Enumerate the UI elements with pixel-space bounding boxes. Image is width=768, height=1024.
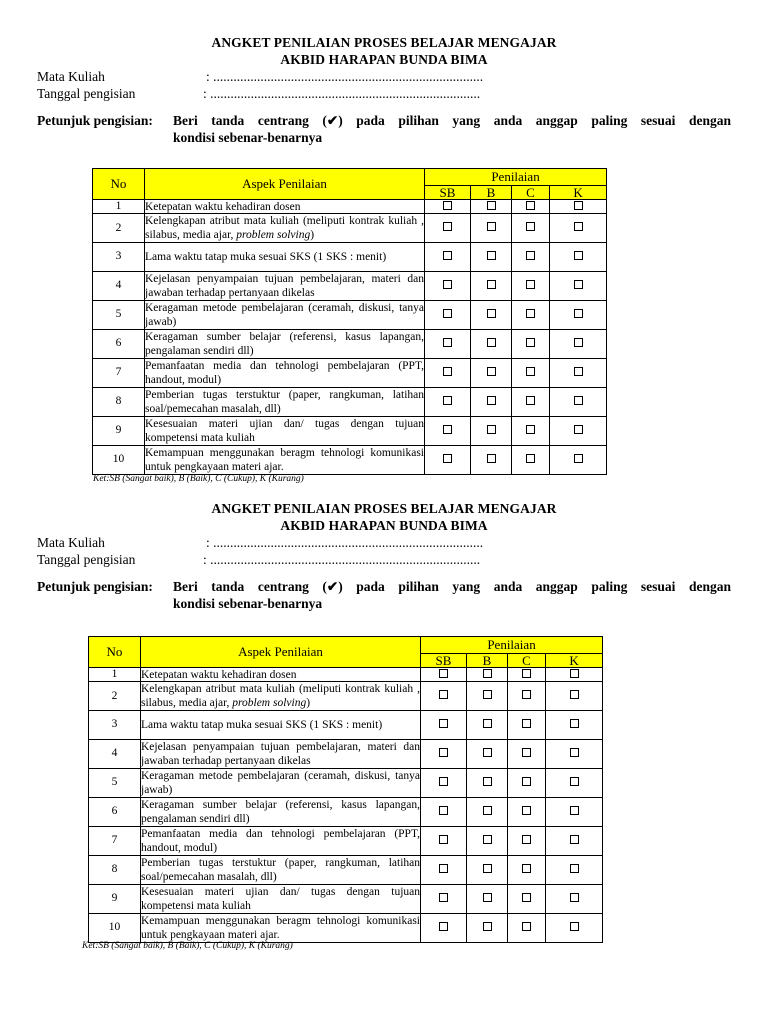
checkbox-b[interactable] — [487, 367, 496, 376]
row-number: 8 — [93, 387, 145, 416]
row-number: 7 — [93, 358, 145, 387]
table-row — [93, 214, 607, 243]
row-number: 8 — [89, 855, 141, 884]
form-title-line2: AKBID HARAPAN BUNDA BIMA — [280, 518, 488, 533]
rating-cell-k — [546, 668, 603, 682]
rating-cell-c — [508, 826, 546, 855]
rating-cell-c — [512, 243, 550, 272]
rating-cell-b — [471, 243, 512, 272]
rating-cell-sb — [421, 797, 467, 826]
table-row — [93, 358, 607, 387]
rating-cell-b — [467, 884, 508, 913]
header-k: K — [546, 654, 603, 668]
aspek-text: Kelengkapan atribut mata kuliah (meliputi kontrak kuliah , silabus, media ajar, — [145, 215, 424, 241]
checkbox-c[interactable] — [526, 425, 535, 434]
legend-note: Ket:SB (Sangat baik), B (Baik), C (Cukup), K (Kurang) — [93, 474, 304, 484]
rating-cell-k — [550, 329, 607, 358]
row-aspek — [141, 739, 421, 768]
checkbox-k[interactable] — [570, 835, 579, 844]
rating-cell-k — [546, 797, 603, 826]
checkbox-b[interactable] — [483, 893, 492, 902]
checkbox-sb[interactable] — [439, 922, 448, 931]
rating-cell-sb — [425, 200, 471, 214]
mata-kuliah-blank[interactable]: : ................................................................................ — [206, 69, 484, 84]
checkbox-k[interactable] — [570, 864, 579, 873]
rating-cell-k — [546, 913, 603, 942]
checkbox-c[interactable] — [522, 777, 531, 786]
mata-kuliah-field — [0, 534, 768, 551]
rating-cell-sb — [421, 711, 467, 740]
table-row — [89, 739, 603, 768]
header-aspek: Aspek Penilaian — [141, 637, 421, 668]
aspek-text: Kemampuan menggunakan beragm tehnologi komunikasi untuk pengkayaan materi ajar. — [145, 446, 424, 473]
table-row — [93, 445, 607, 474]
rating-cell-b — [471, 329, 512, 358]
mata-kuliah-label: Mata Kuliah — [37, 535, 105, 550]
rating-cell-c — [512, 300, 550, 329]
header-b: B — [471, 186, 512, 200]
aspek-text: Pemberian tugas terstuktur (paper, rangkuman, latihan soal/pemecahan masalah, dll) — [145, 388, 424, 415]
aspek-text: Keragaman sumber belajar (referensi, kasus lapangan, pengalaman sendiri dll) — [145, 330, 424, 357]
rating-cell-c — [512, 387, 550, 416]
checkbox-b[interactable] — [483, 864, 492, 873]
aspek-text-italic: problem solving — [232, 697, 307, 709]
rating-cell-c — [508, 711, 546, 740]
rating-cell-k — [550, 271, 607, 300]
aspek-text: Lama waktu tatap muka sesuai SKS (1 SKS : menit) — [145, 250, 387, 263]
checkbox-b[interactable] — [487, 309, 496, 318]
form-title-line1: ANGKET PENILAIAN PROSES BELAJAR MENGAJAR — [211, 501, 557, 516]
checkbox-k[interactable] — [570, 719, 579, 728]
table-row — [89, 682, 603, 711]
rating-cell-c — [508, 855, 546, 884]
checkbox-sb[interactable] — [443, 280, 452, 289]
checkbox-sb[interactable] — [443, 222, 452, 231]
rating-cell-b — [471, 445, 512, 474]
tanggal-field — [0, 551, 768, 568]
header-penilaian: Penilaian — [421, 637, 603, 654]
checkbox-sb[interactable] — [443, 251, 452, 260]
rating-cell-b — [467, 739, 508, 768]
tanggal-field — [0, 85, 768, 102]
checkbox-c[interactable] — [522, 893, 531, 902]
header-aspek: Aspek Penilaian — [145, 169, 425, 200]
row-number: 10 — [93, 445, 145, 474]
instruction-line1: Beri tanda centrang (✔) pada pilihan yang anda anggap paling sesuai dengan — [173, 113, 731, 128]
header-no: No — [93, 169, 145, 200]
table-header-row — [89, 637, 603, 654]
instruction-label: Petunjuk pengisian: — [37, 579, 153, 594]
rating-cell-b — [471, 358, 512, 387]
rating-cell-b — [467, 668, 508, 682]
header-no: No — [89, 637, 141, 668]
row-aspek — [145, 214, 425, 243]
rating-cell-c — [508, 668, 546, 682]
row-aspek — [145, 329, 425, 358]
checkbox-sb[interactable] — [439, 719, 448, 728]
rating-cell-k — [550, 243, 607, 272]
rating-cell-k — [546, 682, 603, 711]
checkbox-k[interactable] — [570, 922, 579, 931]
row-aspek — [141, 668, 421, 682]
checkbox-sb[interactable] — [439, 669, 448, 678]
checkbox-b[interactable] — [483, 806, 492, 815]
checkbox-c[interactable] — [526, 454, 535, 463]
checkbox-c[interactable] — [522, 922, 531, 931]
rating-cell-k — [550, 387, 607, 416]
checkbox-k[interactable] — [570, 893, 579, 902]
checkbox-c[interactable] — [526, 280, 535, 289]
table-row — [89, 884, 603, 913]
checkbox-k[interactable] — [570, 748, 579, 757]
rating-cell-sb — [425, 243, 471, 272]
form-title-line1: ANGKET PENILAIAN PROSES BELAJAR MENGAJAR — [211, 35, 557, 50]
row-number: 7 — [89, 826, 141, 855]
rating-cell-sb — [421, 884, 467, 913]
form-title-line2: AKBID HARAPAN BUNDA BIMA — [280, 52, 488, 67]
table-row — [93, 271, 607, 300]
row-aspek — [145, 358, 425, 387]
rating-cell-k — [550, 358, 607, 387]
row-number: 2 — [89, 682, 141, 711]
checkbox-b[interactable] — [483, 922, 492, 931]
rating-cell-k — [546, 826, 603, 855]
rating-cell-b — [471, 271, 512, 300]
checkbox-k[interactable] — [574, 338, 583, 347]
header-sb: SB — [425, 186, 471, 200]
table-row — [89, 797, 603, 826]
tanggal-blank[interactable]: : ................................................................................ — [203, 86, 481, 101]
row-aspek — [141, 884, 421, 913]
aspek-text: Pemanfaatan media dan tehnologi pembelajaran (PPT, handout, modul) — [141, 827, 420, 854]
rating-cell-k — [546, 768, 603, 797]
rating-cell-k — [550, 300, 607, 329]
row-number: 5 — [93, 300, 145, 329]
table-row — [93, 329, 607, 358]
checkbox-c[interactable] — [526, 201, 535, 210]
rating-cell-b — [467, 682, 508, 711]
checkbox-sb[interactable] — [439, 690, 448, 699]
checkbox-b[interactable] — [487, 222, 496, 231]
rating-cell-k — [550, 416, 607, 445]
rating-cell-c — [512, 445, 550, 474]
instruction-line1: Beri tanda centrang (✔) pada pilihan yang anda anggap paling sesuai dengan — [173, 579, 731, 594]
rating-cell-b — [471, 416, 512, 445]
table-row — [89, 768, 603, 797]
checkbox-c[interactable] — [526, 251, 535, 260]
rating-cell-sb — [425, 271, 471, 300]
header-sb: SB — [421, 654, 467, 668]
aspek-text: Ketepatan waktu kehadiran dosen — [141, 668, 297, 681]
header-c: C — [512, 186, 550, 200]
checkbox-k[interactable] — [574, 454, 583, 463]
checkbox-sb[interactable] — [443, 425, 452, 434]
rating-cell-sb — [425, 300, 471, 329]
tanggal-label: Tanggal pengisian — [37, 552, 136, 567]
rating-cell-sb — [421, 668, 467, 682]
checkbox-b[interactable] — [487, 425, 496, 434]
aspek-text: Kemampuan menggunakan beragm tehnologi komunikasi untuk pengkayaan materi ajar. — [141, 914, 420, 941]
checkbox-sb[interactable] — [439, 835, 448, 844]
rating-cell-c — [512, 214, 550, 243]
tanggal-label: Tanggal pengisian — [37, 86, 136, 101]
table-row — [89, 826, 603, 855]
row-aspek — [145, 200, 425, 214]
rating-cell-b — [467, 768, 508, 797]
row-aspek — [141, 797, 421, 826]
aspek-text: Kejelasan penyampaian tujuan pembelajaran, materi dan jawaban terhadap pertanyaan dikelas — [141, 740, 420, 767]
checkbox-sb[interactable] — [439, 748, 448, 757]
row-aspek — [141, 768, 421, 797]
checkbox-sb[interactable] — [439, 777, 448, 786]
table-row — [93, 416, 607, 445]
rating-cell-k — [546, 855, 603, 884]
checkbox-c[interactable] — [526, 367, 535, 376]
checkbox-k[interactable] — [570, 806, 579, 815]
rating-cell-b — [471, 200, 512, 214]
row-aspek — [145, 300, 425, 329]
assessment-table — [88, 636, 603, 943]
instruction-label: Petunjuk pengisian: — [37, 113, 153, 128]
rating-cell-b — [467, 826, 508, 855]
table-row — [93, 200, 607, 214]
checkbox-sb[interactable] — [439, 806, 448, 815]
rating-cell-c — [512, 416, 550, 445]
row-aspek — [145, 387, 425, 416]
rating-cell-c — [512, 200, 550, 214]
rating-cell-sb — [421, 826, 467, 855]
rating-cell-c — [512, 329, 550, 358]
checkbox-c[interactable] — [522, 719, 531, 728]
table-row — [93, 300, 607, 329]
aspek-text: Keragaman metode pembelajaran (ceramah, diskusi, tanya jawab) — [141, 769, 420, 796]
checkbox-c[interactable] — [526, 309, 535, 318]
aspek-text-tail: ) — [306, 697, 311, 709]
checkbox-c[interactable] — [522, 748, 531, 757]
row-aspek — [141, 826, 421, 855]
rating-cell-sb — [425, 445, 471, 474]
aspek-text-tail: ) — [310, 229, 315, 241]
row-number: 9 — [93, 416, 145, 445]
rating-cell-k — [546, 884, 603, 913]
row-number: 2 — [93, 214, 145, 243]
rating-cell-c — [508, 739, 546, 768]
checkbox-c[interactable] — [522, 669, 531, 678]
rating-cell-b — [467, 913, 508, 942]
checkbox-b[interactable] — [487, 338, 496, 347]
checkbox-b[interactable] — [487, 201, 496, 210]
aspek-text-italic: problem solving — [236, 229, 311, 241]
checkbox-c[interactable] — [526, 338, 535, 347]
checkbox-k[interactable] — [574, 222, 583, 231]
header-c: C — [508, 654, 546, 668]
rating-cell-c — [508, 768, 546, 797]
row-number: 10 — [89, 913, 141, 942]
checkbox-k[interactable] — [574, 280, 583, 289]
aspek-text: Pemanfaatan media dan tehnologi pembelajaran (PPT, handout, modul) — [145, 359, 424, 386]
checkbox-b[interactable] — [487, 396, 496, 405]
checkbox-b[interactable] — [483, 669, 492, 678]
rating-cell-k — [546, 711, 603, 740]
row-number: 6 — [93, 329, 145, 358]
row-aspek — [145, 271, 425, 300]
table-row — [89, 711, 603, 740]
checkbox-c[interactable] — [526, 396, 535, 405]
table-row — [89, 855, 603, 884]
rating-cell-sb — [421, 768, 467, 797]
table-row — [93, 243, 607, 272]
row-number: 4 — [89, 739, 141, 768]
aspek-text: Kesesuaian materi ujian dan/ tugas dengan tujuan kompetensi mata kuliah — [145, 417, 424, 444]
mata-kuliah-field — [0, 68, 768, 85]
checkbox-k[interactable] — [570, 690, 579, 699]
row-aspek — [141, 855, 421, 884]
row-aspek — [145, 243, 425, 272]
aspek-text: Keragaman metode pembelajaran (ceramah, diskusi, tanya jawab) — [145, 301, 424, 328]
row-number: 1 — [93, 200, 145, 214]
checkbox-k[interactable] — [570, 669, 579, 678]
legend-note: Ket:SB (Sangat baik), B (Baik), C (Cukup), K (Kurang) — [82, 941, 293, 951]
aspek-text: Ketepatan waktu kehadiran dosen — [145, 200, 301, 213]
row-number: 4 — [93, 271, 145, 300]
header-penilaian: Penilaian — [425, 169, 607, 186]
checkbox-k[interactable] — [574, 201, 583, 210]
row-number: 3 — [89, 711, 141, 740]
rating-cell-b — [471, 300, 512, 329]
checkbox-b[interactable] — [483, 719, 492, 728]
checkbox-k[interactable] — [574, 425, 583, 434]
row-aspek — [141, 711, 421, 740]
rating-cell-k — [550, 200, 607, 214]
checkbox-b[interactable] — [487, 280, 496, 289]
row-aspek — [141, 913, 421, 942]
checkbox-b[interactable] — [487, 251, 496, 260]
row-aspek — [141, 682, 421, 711]
questionnaire-sheet-1 — [0, 34, 768, 484]
instructions — [0, 578, 768, 612]
aspek-text: Lama waktu tatap muka sesuai SKS (1 SKS : menit) — [141, 718, 383, 731]
table-row — [89, 913, 603, 942]
row-number: 5 — [89, 768, 141, 797]
rating-cell-k — [546, 739, 603, 768]
instructions — [0, 112, 768, 146]
rating-cell-c — [512, 271, 550, 300]
instruction-line2: kondisi sebenar-benarnya — [173, 596, 323, 611]
table-row — [93, 387, 607, 416]
instruction-line2: kondisi sebenar-benarnya — [173, 130, 323, 145]
aspek-text: Kejelasan penyampaian tujuan pembelajaran, materi dan jawaban terhadap pertanyaan dikelas — [145, 272, 424, 299]
table-header-row — [93, 169, 607, 186]
checkbox-b[interactable] — [483, 835, 492, 844]
checkbox-k[interactable] — [574, 367, 583, 376]
aspek-text: Kelengkapan atribut mata kuliah (meliputi kontrak kuliah , silabus, media ajar, — [141, 683, 420, 709]
assessment-table — [92, 168, 607, 475]
checkbox-sb[interactable] — [439, 864, 448, 873]
rating-cell-c — [508, 884, 546, 913]
rating-cell-c — [512, 358, 550, 387]
checkbox-c[interactable] — [522, 835, 531, 844]
header-k: K — [550, 186, 607, 200]
checkbox-b[interactable] — [483, 690, 492, 699]
checkbox-b[interactable] — [487, 454, 496, 463]
rating-cell-sb — [425, 358, 471, 387]
header-b: B — [467, 654, 508, 668]
rating-cell-sb — [425, 416, 471, 445]
rating-cell-c — [508, 797, 546, 826]
tanggal-blank[interactable]: : ................................................................................ — [203, 552, 481, 567]
rating-cell-c — [508, 913, 546, 942]
rating-cell-k — [550, 214, 607, 243]
checkbox-c[interactable] — [526, 222, 535, 231]
row-number: 9 — [89, 884, 141, 913]
checkbox-sb[interactable] — [443, 309, 452, 318]
rating-cell-c — [508, 682, 546, 711]
checkbox-k[interactable] — [570, 777, 579, 786]
checkbox-b[interactable] — [483, 748, 492, 757]
checkbox-sb[interactable] — [443, 338, 452, 347]
row-number: 1 — [89, 668, 141, 682]
rating-cell-k — [550, 445, 607, 474]
rating-cell-b — [471, 387, 512, 416]
row-aspek — [145, 445, 425, 474]
rating-cell-sb — [421, 855, 467, 884]
checkbox-k[interactable] — [574, 251, 583, 260]
row-aspek — [145, 416, 425, 445]
aspek-text: Kesesuaian materi ujian dan/ tugas dengan tujuan kompetensi mata kuliah — [141, 885, 420, 912]
aspek-text: Keragaman sumber belajar (referensi, kasus lapangan, pengalaman sendiri dll) — [141, 798, 420, 825]
aspek-text: Pemberian tugas terstuktur (paper, rangkuman, latihan soal/pemecahan masalah, dll) — [141, 856, 420, 883]
checkbox-sb[interactable] — [439, 893, 448, 902]
rating-cell-sb — [421, 682, 467, 711]
rating-cell-b — [467, 855, 508, 884]
mata-kuliah-blank[interactable]: : ................................................................................ — [206, 535, 484, 550]
rating-cell-sb — [421, 739, 467, 768]
checkbox-c[interactable] — [522, 864, 531, 873]
rating-cell-b — [471, 214, 512, 243]
rating-cell-sb — [425, 387, 471, 416]
rating-cell-sb — [425, 214, 471, 243]
checkbox-sb[interactable] — [443, 367, 452, 376]
checkbox-b[interactable] — [483, 777, 492, 786]
checkbox-sb[interactable] — [443, 396, 452, 405]
checkbox-k[interactable] — [574, 396, 583, 405]
row-number: 6 — [89, 797, 141, 826]
checkbox-c[interactable] — [522, 690, 531, 699]
rating-cell-b — [467, 711, 508, 740]
checkbox-k[interactable] — [574, 309, 583, 318]
table-row — [89, 668, 603, 682]
checkbox-c[interactable] — [522, 806, 531, 815]
row-number: 3 — [93, 243, 145, 272]
mata-kuliah-label: Mata Kuliah — [37, 69, 105, 84]
questionnaire-sheet-2 — [0, 500, 768, 951]
checkbox-sb[interactable] — [443, 201, 452, 210]
checkbox-sb[interactable] — [443, 454, 452, 463]
rating-cell-sb — [425, 329, 471, 358]
rating-cell-b — [467, 797, 508, 826]
rating-cell-sb — [421, 913, 467, 942]
